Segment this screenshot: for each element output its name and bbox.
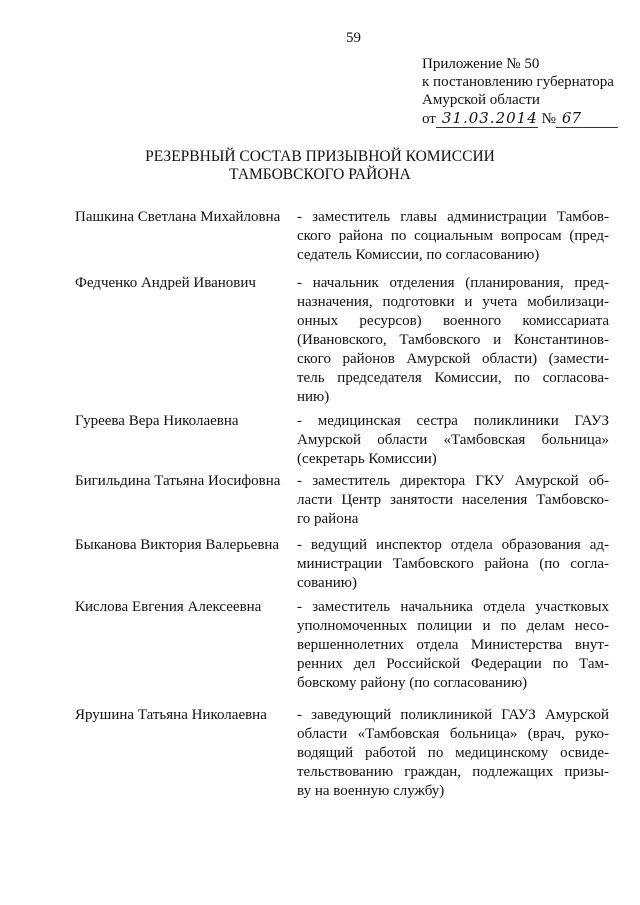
member-role [297, 274, 609, 407]
member-role [297, 472, 609, 529]
handwritten-number: 67 [556, 109, 618, 128]
role-line: - начальник отделения (планирования, пред- [297, 275, 609, 291]
role-line: - ведущий инспектор отдела образования ад- [297, 537, 609, 553]
role-line: тельствованию граждан, подлежащих призы- [297, 764, 609, 780]
date-prefix: от [422, 111, 436, 127]
member-name: Пашкина Светлана Михайловна [75, 209, 281, 225]
role-line: - заместитель главы администрации Тамбов- [297, 209, 609, 225]
number-prefix: № [541, 111, 556, 127]
role-line: сованию) [297, 575, 357, 591]
role-line: ского районов Амурской области) (замести- [297, 351, 609, 367]
role-line: вершеннолетних отдела Министерства внут- [297, 637, 609, 653]
role-line: ренних дел Российской Федерации по Там- [297, 656, 609, 672]
role-line: тель председателя Комиссии, по согласова- [297, 370, 609, 386]
appendix-line: Приложение № 50 [422, 56, 540, 72]
appendix-date-line [422, 109, 618, 128]
role-line: - заместитель начальника отдела участковых [297, 599, 609, 615]
member-role [297, 412, 609, 469]
member-name: Кислова Евгения Алексеевна [75, 599, 262, 615]
title-line: ТАМБОВСКОГО РАЙОНА [229, 166, 411, 183]
role-line: седатель Комиссии, по согласованию) [297, 247, 540, 263]
role-line: министрации Тамбовского района (по согла- [297, 556, 609, 572]
appendix-header [422, 55, 618, 128]
role-line: ласти Центр занятости населения Тамбовско- [297, 492, 609, 508]
member-role [297, 706, 609, 801]
role-line: - заведующий поликлиникой ГАУЗ Амурской [297, 707, 609, 723]
member-name: Бигильдина Татьяна Иосифовна [75, 473, 281, 489]
member-name: Ярушина Татьяна Николаевна [75, 707, 267, 723]
role-line: бовскому району (по согласованию) [297, 675, 528, 691]
role-line: нию) [297, 389, 330, 405]
role-line: водящий работой по медицинскому освиде- [297, 745, 609, 761]
role-line: назначения, подготовки и учета мобилизаци- [297, 294, 609, 310]
member-name: Федченко Андрей Иванович [75, 275, 256, 291]
member-role [297, 208, 609, 265]
role-line: ву на военную службу) [297, 783, 445, 799]
member-name: Быканова Виктория Валерьевна [75, 537, 280, 553]
document-title [0, 148, 640, 184]
role-line: области «Тамбовская больница» (врач, руко- [297, 726, 609, 742]
member-role [297, 536, 609, 593]
member-name: Гуреева Вера Николаевна [75, 413, 239, 429]
role-line: го района [297, 511, 359, 527]
role-line: (Ивановского, Тамбовского и Константинов- [297, 332, 609, 348]
title-line: РЕЗЕРВНЫЙ СОСТАВ ПРИЗЫВНОЙ КОМИССИИ [145, 148, 495, 165]
role-line: уполномоченных полиции и по делам несо- [297, 618, 609, 634]
appendix-line: Амурской области [422, 92, 540, 108]
role-line: (секретарь Комиссии) [297, 451, 437, 467]
role-line: онных ресурсов) военного комиссариата [297, 313, 609, 329]
role-line: Амурской области «Тамбовская больница» [297, 432, 609, 448]
appendix-line: к постановлению губернатора [422, 74, 614, 90]
handwritten-date: 31.03.2014 [436, 109, 538, 128]
role-line: - медицинская сестра поликлиники ГАУЗ [297, 413, 609, 429]
page-number: 59 [346, 30, 361, 46]
role-line: ского района по социальным вопросам (пред- [297, 228, 609, 244]
role-line: - заместитель директора ГКУ Амурской об- [297, 473, 609, 489]
member-role [297, 598, 609, 693]
